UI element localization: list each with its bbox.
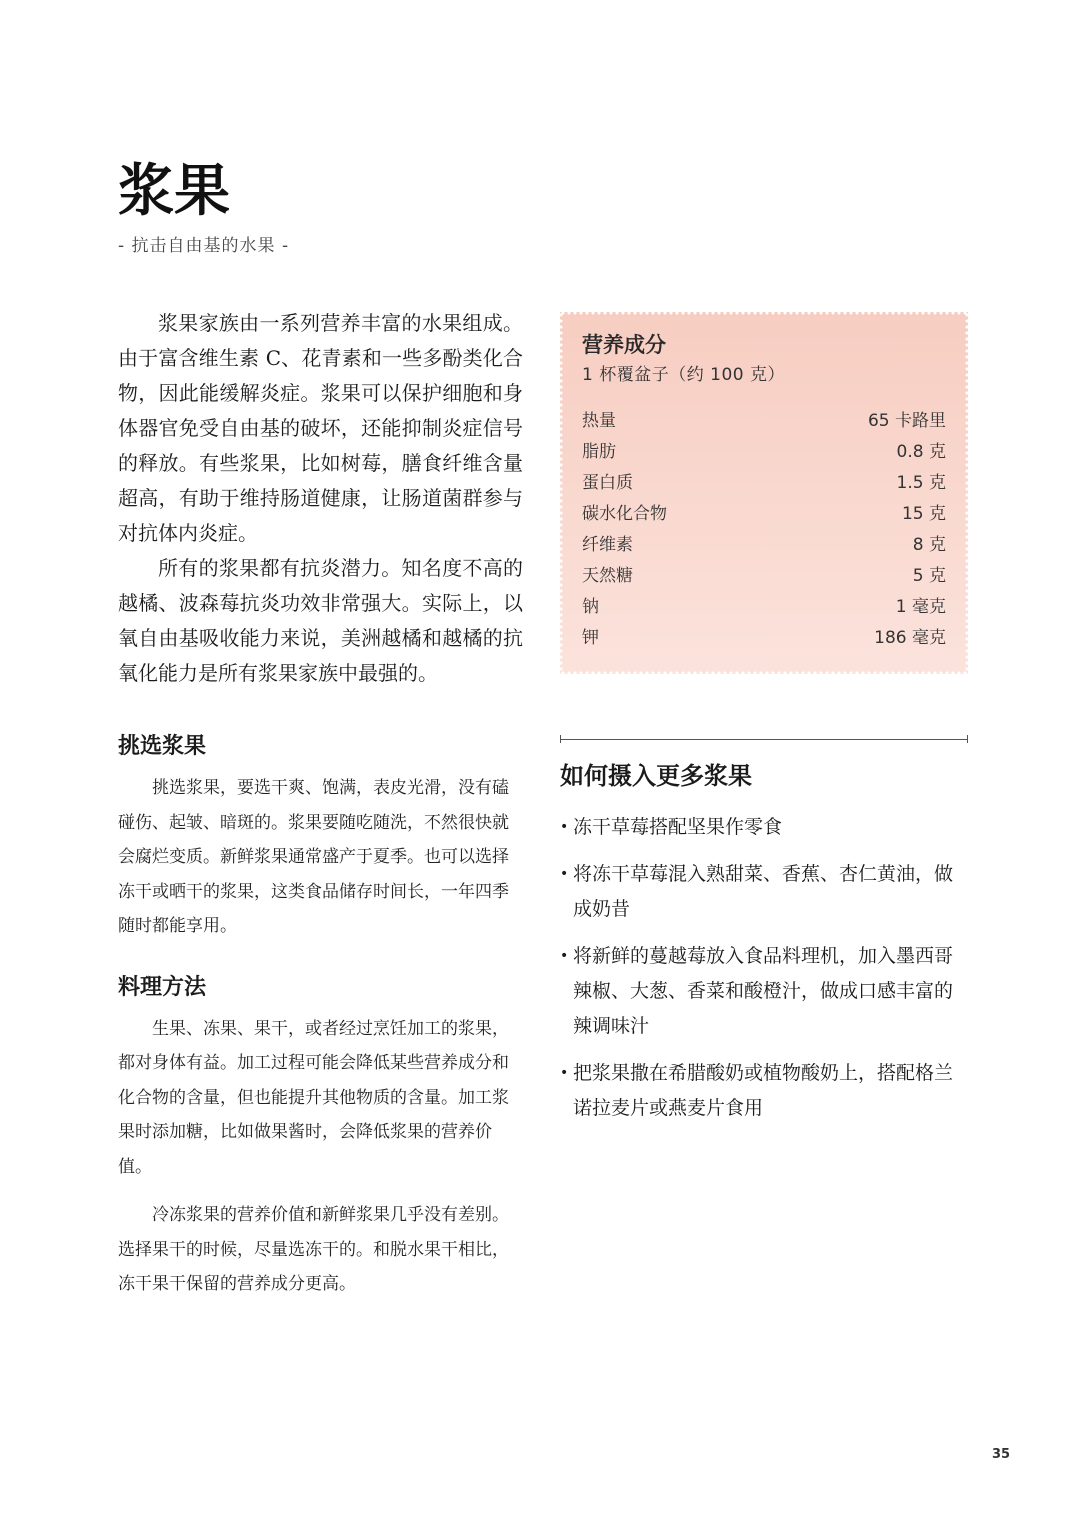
tip-text: 将新鲜的蔓越莓放入食品料理机，加入墨西哥辣椒、大葱、香菜和酸橙汁，做成口感丰富的辣调味汁 <box>573 945 954 1037</box>
tip-text: 将冻干草莓混入熟甜菜、香蕉、杏仁黄油，做成奶昔 <box>573 863 954 920</box>
nutrition-label: 蛋白质 <box>582 473 633 493</box>
page-title: 浆果 <box>118 158 230 224</box>
nutrition-value: 0.8 克 <box>896 442 946 462</box>
intro-section <box>118 306 523 691</box>
nutrition-value: 65 卡路里 <box>867 411 946 431</box>
tip-item <box>560 810 970 845</box>
divider-cap <box>967 735 968 743</box>
nutrition-value: 1.5 克 <box>896 473 946 493</box>
selecting-heading: 挑选浆果 <box>118 733 207 759</box>
tip-item <box>560 857 970 927</box>
cooking-paragraph: 生果、冻果、果干，或者经过烹饪加工的浆果，都对身体有益。加工过程可能会降低某些营养成分和化合物的含量，但也能提升其他物质的含量。加工浆果时添加糖，比如做果酱时，会降低浆果的营养价值。 <box>118 1018 509 1177</box>
intro-paragraph: 所有的浆果都有抗炎潜力。知名度不高的越橘、波森莓抗炎功效非常强大。实际上，以氧自由基吸收能力来说，美洲越橘和越橘的抗氧化能力是所有浆果家族中最强的。 <box>118 556 523 685</box>
cooking-section <box>118 972 523 1302</box>
intro-paragraph: 浆果家族由一系列营养丰富的水果组成。由于富含维生素 C、花青素和一些多酚类化合物，因此能缓解炎症。浆果可以保护细胞和身体器官免受自由基的破坏，还能抑制炎症信号的释放。有些浆果，比如树莓，膳食纤维含量超高，有助于维持肠道健康，让肠道菌群参与对抗体内炎症。 <box>118 311 523 545</box>
nutrition-value: 1 毫克 <box>895 597 946 617</box>
tip-item <box>560 939 970 1044</box>
nutrition-row <box>582 623 946 654</box>
bullet-icon: • <box>560 1065 569 1081</box>
nutrition-row <box>582 592 946 623</box>
divider-line <box>560 739 968 740</box>
section-divider <box>560 735 968 743</box>
nutrition-facts-card <box>560 312 968 674</box>
nutrition-serving: 1 杯覆盆子（约 100 克） <box>582 365 785 385</box>
bullet-icon: • <box>560 819 569 835</box>
nutrition-label: 碳水化合物 <box>582 504 667 524</box>
selecting-paragraph: 挑选浆果，要选干爽、饱满，表皮光滑，没有磕碰伤、起皱、暗斑的。浆果要随吃随洗，不然很快就会腐烂变质。新鲜浆果通常盛产于夏季。也可以选择冻干或晒干的浆果，这类食品储存时间长，一年四季随时都能享用。 <box>118 778 509 936</box>
nutrition-label: 脂肪 <box>582 442 616 462</box>
nutrition-row <box>582 499 946 530</box>
page-number: 35 <box>991 1447 1011 1462</box>
tip-text: 冻干草莓搭配坚果作零食 <box>573 816 783 838</box>
cooking-paragraph: 冷冻浆果的营养价值和新鲜浆果几乎没有差别。选择果干的时候，尽量选冻干的。和脱水果干相比，冻干果干保留的营养成分更高。 <box>118 1205 509 1294</box>
nutrition-value: 8 克 <box>912 535 946 555</box>
nutrition-rows <box>582 406 946 654</box>
nutrition-label: 热量 <box>582 411 616 431</box>
cooking-heading: 料理方法 <box>118 973 207 1000</box>
nutrition-row <box>582 437 946 468</box>
nutrition-label: 钾 <box>582 628 599 648</box>
tip-text: 把浆果撒在希腊酸奶或植物酸奶上，搭配格兰诺拉麦片或燕麦片食用 <box>573 1062 954 1119</box>
left-column <box>118 306 523 1302</box>
nutrition-label: 纤维素 <box>582 535 633 555</box>
page-subtitle: - 抗击自由基的水果 - <box>118 236 290 256</box>
bullet-icon: • <box>560 866 569 882</box>
nutrition-value: 5 克 <box>912 566 946 586</box>
nutrition-title: 营养成分 <box>582 333 666 357</box>
tip-item <box>560 1056 970 1126</box>
nutrition-label: 天然糖 <box>582 566 633 586</box>
stamp-edge-right <box>965 312 969 674</box>
nutrition-value: 15 克 <box>901 504 946 524</box>
bullet-icon: • <box>560 948 569 964</box>
nutrition-row <box>582 530 946 561</box>
nutrition-row <box>582 561 946 592</box>
nutrition-label: 钠 <box>582 597 599 617</box>
nutrition-row <box>582 406 946 437</box>
selecting-section <box>118 731 523 944</box>
stamp-edge-left <box>559 312 563 674</box>
nutrition-value: 186 毫克 <box>874 628 946 648</box>
tips-list <box>560 810 970 1138</box>
nutrition-row <box>582 468 946 499</box>
tips-heading: 如何摄入更多浆果 <box>560 761 752 790</box>
